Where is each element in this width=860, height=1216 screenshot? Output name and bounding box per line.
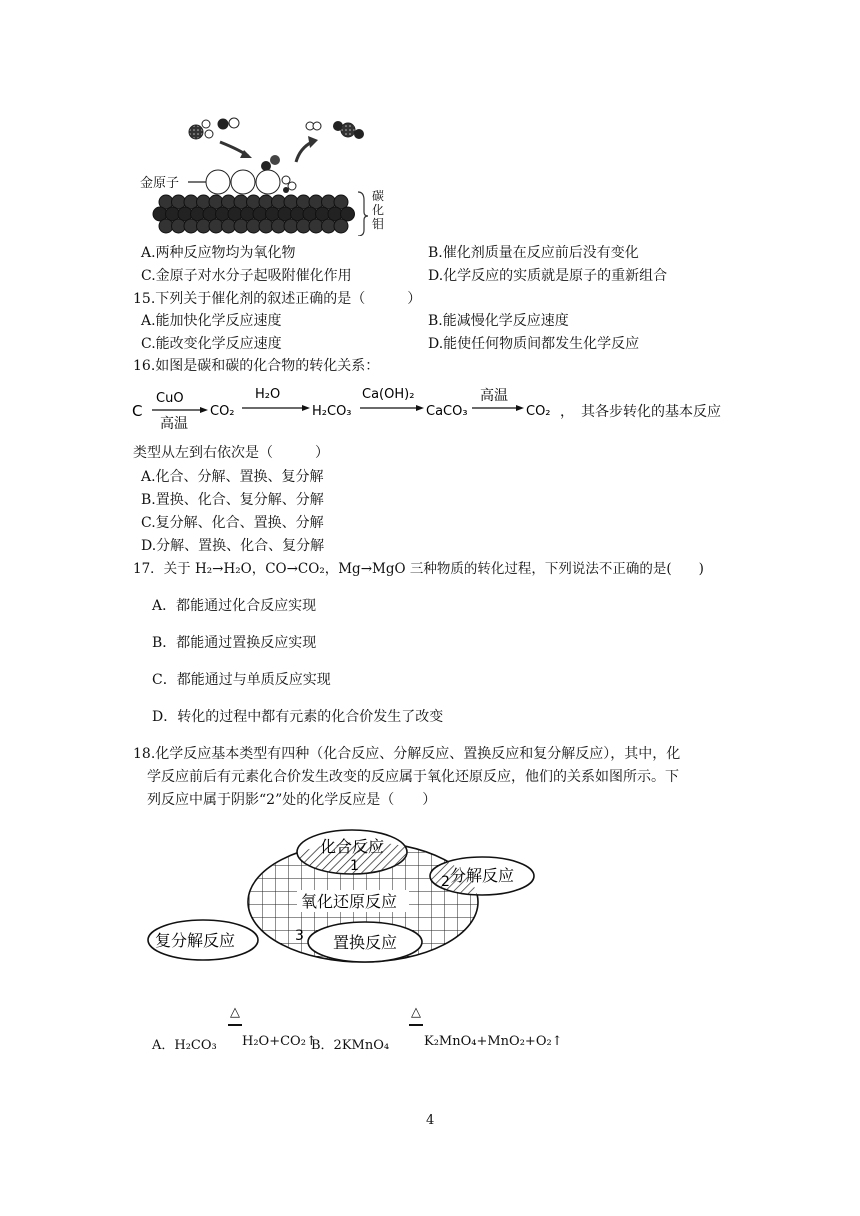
region-3-label: 3	[295, 928, 304, 944]
co2-molecule-out	[333, 121, 364, 139]
q16-option-c: C.复分解、化合、置换、分解	[141, 515, 324, 531]
q14-option-b: B.催化剂质量在反应前后没有变化	[428, 245, 639, 261]
q15-option-d: D.能使任何物质间都发生化学反应	[428, 336, 640, 352]
q18-option-a-bar	[228, 1024, 242, 1026]
lattice-atom	[159, 219, 173, 233]
chain-co2-1: CO₂	[210, 404, 235, 419]
chain-caco3: CaCO₃	[426, 404, 468, 419]
h2-molecule-out	[306, 122, 321, 130]
lattice-atom	[247, 219, 261, 233]
lattice-atom	[172, 219, 186, 233]
q16-option-a: A.化合、分解、置换、复分解	[141, 469, 324, 485]
double-decomposition-label: 复分解反应	[155, 931, 236, 950]
chain-gaowen-1: 高温	[160, 416, 188, 432]
q18-stem-line-2: 学反应前后有元素化合价发生改变的反应属于氧化还原反应，他们的关系如图所示。下	[147, 769, 679, 785]
lattice-atom	[184, 219, 198, 233]
q18-option-a-condition: △	[230, 1005, 240, 1020]
q17-stem: 17．关于 H₂→H₂O，CO→CO₂，Mg→MgO 三种物质的转化过程，下列说法不正确的是( )	[133, 561, 704, 577]
decomposition-label: 分解反应	[450, 866, 515, 885]
q14-option-c: C.金原子对水分子起吸附催化作用	[141, 268, 352, 284]
page-number: 4	[426, 1113, 435, 1128]
region-2-label: 2	[441, 874, 450, 890]
q18-option-b-label: B．2KMnO₄	[311, 1038, 390, 1053]
q18-stem-line-1: 18.化学反应基本类型有四种（化合反应、分解反应、置换反应和复分解反应），其中，化	[133, 746, 681, 762]
carbide-label: 碳 化 钼	[372, 189, 385, 231]
molybdenum-carbide-lattice	[153, 195, 355, 233]
catalyst-figure	[140, 112, 400, 236]
chain-caoh2: Ca(OH)₂	[362, 387, 415, 402]
lattice-atom	[209, 219, 223, 233]
q16-stem-tail: ， 其各步转化的基本反应	[560, 404, 721, 420]
chain-h2o: H₂O	[255, 387, 281, 402]
carbon-conversion-chain	[130, 380, 590, 436]
lattice-atom	[272, 219, 286, 233]
q15-stem: 15.下列关于催化剂的叙述正确的是（ ）	[133, 291, 422, 307]
q14-option-a: A.两种反应物均为氧化物	[141, 245, 296, 261]
q18-option-b-condition: △	[411, 1005, 421, 1020]
co-molecule-in	[218, 118, 239, 129]
chain-h2co3: H₂CO₃	[312, 404, 352, 419]
lattice-atom	[322, 219, 336, 233]
q16-stem: 16.如图是碳和碳的化合物的转化关系：	[133, 358, 380, 374]
chain-cuo: CuO	[156, 391, 184, 406]
lattice-atom	[234, 219, 248, 233]
q16-option-d: D.分解、置换、化合、复分解	[141, 538, 325, 554]
reaction-type-venn-diagram	[145, 826, 540, 976]
lattice-atom	[284, 219, 298, 233]
lattice-atom	[334, 219, 348, 233]
chain-c: C	[132, 402, 143, 420]
q18-option-a-products: H₂O+CO₂↑	[242, 1034, 317, 1049]
lattice-atom	[222, 219, 236, 233]
q17-option-d: D．转化的过程中都有元素的化合价发生了改变	[152, 709, 444, 725]
q16-stem-2: 类型从左到右依次是（ ）	[133, 445, 329, 461]
q18-option-b-products: K₂MnO₄+MnO₂+O₂↑	[424, 1034, 563, 1049]
displacement-label: 置换反应	[333, 933, 398, 952]
q18-stem-line-3: 列反应中属于阴影“2”处的化学反应是（ ）	[147, 792, 437, 808]
q17-option-a: A．都能通过化合反应实现	[152, 598, 317, 614]
q15-option-a: A.能加快化学反应速度	[141, 313, 282, 329]
q18-option-b-bar	[409, 1024, 423, 1026]
chain-gaowen-2: 高温	[480, 388, 508, 404]
lattice-atom	[297, 219, 311, 233]
water-molecule-in	[189, 120, 213, 139]
gold-atoms	[206, 170, 280, 194]
region-1-label: 1	[350, 858, 359, 874]
chain-co2-2: CO₂	[526, 404, 551, 419]
q17-option-c: C．都能通过与单质反应实现	[152, 672, 331, 688]
q14-option-d: D.化学反应的实质就是原子的重新组合	[428, 268, 668, 284]
q18-option-a-label: A．H₂CO₃	[152, 1038, 217, 1053]
redox-label: 氧化还原反应	[301, 892, 398, 911]
combination-label: 化合反应	[320, 837, 385, 856]
lattice-atom	[197, 219, 211, 233]
gold-atom-label: 金原子	[140, 176, 180, 191]
q17-option-b: B．都能通过置换反应实现	[152, 635, 317, 651]
lattice-atom	[259, 219, 273, 233]
q15-option-b: B.能减慢化学反应速度	[428, 313, 569, 329]
lattice-atom	[309, 219, 323, 233]
q15-option-c: C.能改变化学反应速度	[141, 336, 282, 352]
q16-option-b: B.置换、化合、复分解、分解	[141, 492, 324, 508]
